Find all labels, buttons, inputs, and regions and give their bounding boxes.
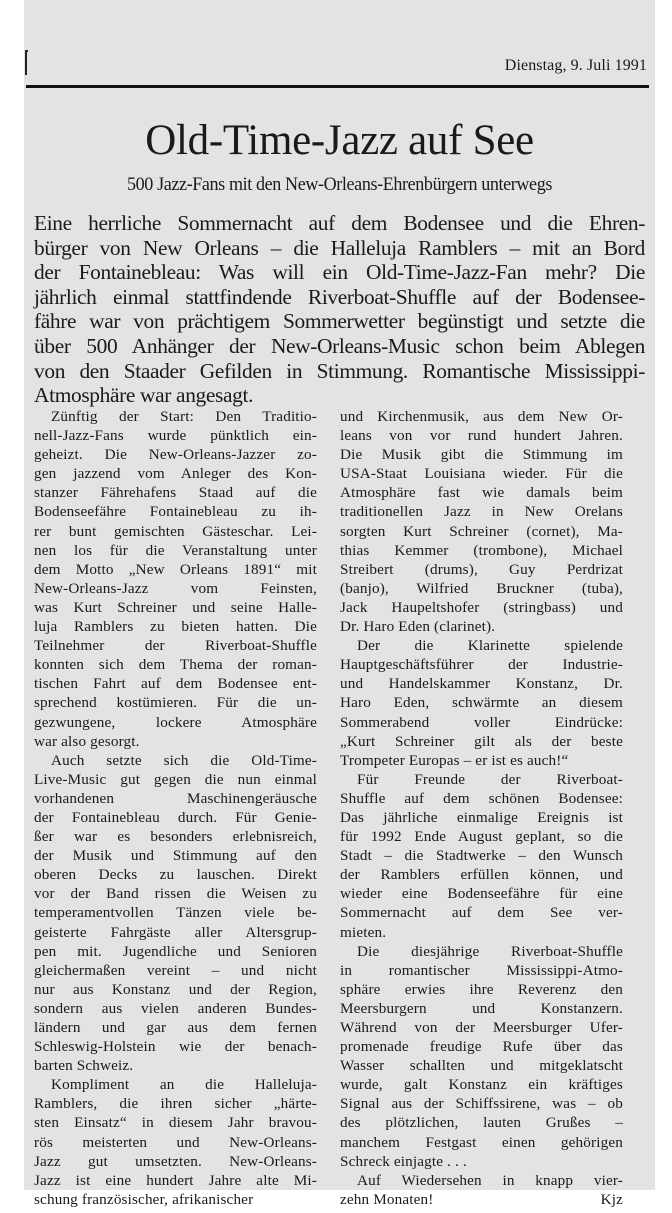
column-line: vorhandenen Maschinengeräusche: [34, 789, 317, 807]
column-line: der Ramblers erfüllen können, und: [340, 866, 623, 884]
column-line: (banjo), Wilfried Bruckner (tuba),: [340, 579, 623, 597]
column-line: [340, 1190, 623, 1209]
column-line: geisterte Fahrgäste aller Altersgrup-: [34, 923, 317, 941]
column-line: Teilnehmer der Riverboat-Shuffle: [34, 637, 317, 655]
column-line: sten Einsatz“ in diesem Jahr bravou-: [34, 1114, 317, 1132]
column-line: Sommerabend voller Eindrücke:: [340, 713, 623, 731]
lead-line: der Fontainebleau: Was will ein Old-Time-Jazz-Fan mehr? Die: [34, 260, 645, 285]
body-column-right: [340, 407, 623, 1209]
column-line: „Kurt Schreiner gilt als der beste: [340, 732, 623, 750]
column-line: oberen Decks zu lauschen. Direkt: [34, 866, 317, 884]
column-line: Atmosphäre fast wie damals beim: [340, 484, 623, 502]
column-line: promenade freudige Rufe über das: [340, 1038, 623, 1056]
column-line: Die Musik gibt die Stimmung im: [340, 446, 623, 464]
column-line: tischen Fahrt auf dem Bodensee ent-: [34, 675, 317, 693]
column-line: New-Orleans-Jazz vom Feinsten,: [34, 579, 317, 597]
column-line: Für Freunde der Riverboat-: [357, 770, 623, 788]
column-line: Kompliment an die Halleluja-: [51, 1076, 317, 1094]
column-line: sorgten Kurt Schreiner (cornet), Ma-: [340, 522, 623, 540]
column-line: sprechend kostümieren. Für die un-: [34, 694, 317, 712]
column-line: pen mit. Jugendliche und Senioren: [34, 942, 317, 960]
column-line: Wasser schallten und mitgeklatscht: [340, 1057, 623, 1075]
lead-line: von den Staader Gefilden in Stimmung. Romantische Mississippi-: [34, 358, 645, 383]
lead-line: über 500 Anhänger der New-Orleans-Music schon beim Ablegen: [34, 333, 645, 358]
lead-line: bürger von New Orleans – die Halleluja Ramblers – mit an Bord: [34, 235, 645, 260]
column-line: Der die Klarinette spielende: [357, 637, 623, 655]
column-line: Schreck einjagte . . .: [340, 1152, 467, 1170]
column-line: Schleswig-Holstein wie der benach-: [34, 1038, 317, 1056]
column-line: sphäre erwies ihre Reverenz den: [340, 980, 623, 998]
column-line: was Kurt Schreiner und seine Halle-: [34, 598, 317, 616]
lead-line: fähre war von prächtigem Sommerwetter begünstigt und setzte die: [34, 309, 645, 334]
lead-line: Eine herrliche Sommernacht auf dem Bodensee und die Ehren-: [34, 211, 645, 235]
column-line: Stadt – die Stadtwerke – den Wunsch: [340, 847, 623, 865]
column-line: konnten sich dem Thema der roman-: [34, 656, 317, 674]
newspaper-clipping: [24, 0, 655, 1208]
column-line: nen los für die Veranstaltung unter: [34, 541, 317, 559]
column-line: Bodenseefähre Fontainebleau zu ih-: [34, 503, 317, 521]
column-line: geheizt. Die New-Orleans-Jazzer zo-: [34, 446, 317, 464]
column-line: Zünftig der Start: Den Traditio-: [51, 408, 317, 425]
column-line: dem Motto „New Orleans 1891“ mit: [34, 560, 317, 578]
column-line: wurde, galt Konstanz ein kräftiges: [340, 1076, 623, 1094]
dateline: Dienstag, 9. Juli 1991: [504, 57, 647, 74]
column-line: war also gesorgt.: [34, 732, 140, 750]
column-line: thias Kemmer (trombone), Michael: [340, 541, 623, 559]
column-line: Live-Music gut gegen die nun einmal: [34, 770, 317, 788]
column-line: Das jährliche einmalige Ereignis ist: [340, 808, 623, 826]
column-line: Die diesjährige Riverboat-Shuffle: [357, 942, 623, 960]
column-line: wieder eine Bodenseefähre für eine: [340, 885, 623, 903]
column-line: gen jazzend vom Anleger des Kon-: [34, 465, 317, 483]
column-line: schung französischer, afrikanischer: [34, 1190, 254, 1208]
headline: Old-Time-Jazz auf See: [145, 117, 534, 164]
column-line: traditionellen Jazz in New Orelans: [340, 503, 623, 521]
column-line: Hauptgeschäftsführer der Industrie-: [340, 656, 623, 674]
column-line: der Fontainebleau durch. Für Genie-: [34, 808, 317, 826]
lead-line: jährlich einmal stattfindende Riverboat-Shuffle auf der Bodensee-: [34, 284, 645, 309]
column-line: gezwungene, lockere Atmosphäre: [34, 713, 317, 731]
column-line: nur aus Konstanz und der Region,: [34, 980, 317, 998]
crop-mark: [25, 50, 28, 75]
column-line-text: zehn Monaten!: [340, 1190, 434, 1208]
column-line: Shuffle auf dem schönen Bodensee:: [340, 789, 623, 807]
column-line: Streibert (drums), Guy Perdrizat: [340, 560, 623, 578]
column-line: und Kirchenmusik, aus dem New Or-: [340, 408, 623, 425]
body-column-left: [34, 407, 317, 1209]
column-line: rer bunt gemischten Gästeschar. Lei-: [34, 522, 317, 540]
column-line: vor der Band rissen die Weisen zu: [34, 885, 317, 903]
column-line: Jack Haupeltshofer (stringbass) und: [340, 598, 623, 616]
lead-line: Atmosphäre war angesagt.: [34, 383, 254, 408]
column-line: ländern und gar aus dem fernen: [34, 1019, 317, 1036]
column-line: Sommernacht auf dem See ver-: [340, 904, 623, 922]
column-line: leans von vor rund hundert Jahren.: [340, 427, 623, 445]
column-line: barten Schweiz.: [34, 1057, 134, 1075]
column-line: für 1992 Ende August geplant, so die: [340, 828, 623, 846]
author-initials: Kjz: [600, 1190, 623, 1208]
column-line: Jazz gut umsetzten. New-Orleans-: [34, 1152, 317, 1170]
column-line: Dr. Haro Eden (clarinet).: [340, 618, 496, 636]
column-line: nell-Jazz-Fans wurde pünktlich ein-: [34, 427, 317, 445]
column-line: USA-Staat Louisiana wieder. Für die: [340, 465, 623, 483]
column-line: temperamentvollen Tänzen viele be-: [34, 904, 317, 922]
column-line: Während von der Meersburger Ufer-: [340, 1019, 623, 1036]
column-line: sondern aus vielen anderen Bundes-: [34, 999, 317, 1017]
column-line: ßer war es besonders erlebnisreich,: [34, 828, 317, 846]
header-rule: [26, 85, 649, 88]
column-line: manchem Festgast einen gehörigen: [340, 1133, 623, 1151]
column-line: der Musik und Stimmung auf den: [34, 847, 317, 865]
column-line: und Handelskammer Konstanz, Dr.: [340, 675, 623, 693]
column-line: Trompeter Europas – er ist es auch!“: [340, 751, 569, 769]
column-line: des plötzlichen, lauten Grußes –: [340, 1114, 623, 1132]
column-line: luja Ramblers zu bieten hatten. Die: [34, 618, 317, 636]
column-line: Signal aus der Schiffssirene, was – ob: [340, 1095, 623, 1113]
column-line: rös meisterten und New-Orleans-: [34, 1133, 317, 1151]
lead-paragraph: [34, 211, 645, 408]
column-line: in romantischer Mississippi-Atmo-: [340, 961, 623, 979]
column-line: Ramblers, die ihren sicher „härte-: [34, 1095, 317, 1113]
subheadline: 500 Jazz-Fans mit den New-Orleans-Ehrenbürgern unterwegs: [126, 174, 552, 195]
column-line: gleichermaßen vereint – und nicht: [34, 961, 317, 979]
column-line: Auf Wiedersehen in knapp vier-: [357, 1171, 623, 1189]
column-line: Auch setzte sich die Old-Time-: [51, 751, 317, 769]
column-line: Haro Eden, schwärmte an diesem: [340, 694, 623, 712]
column-line: Jazz ist eine hundert Jahre alte Mi-: [34, 1171, 317, 1189]
column-line: stanzer Fährehafens Staad auf die: [34, 484, 317, 502]
column-line: mieten.: [340, 923, 387, 941]
column-line: Meersburgern und Konstanzern.: [340, 999, 623, 1017]
